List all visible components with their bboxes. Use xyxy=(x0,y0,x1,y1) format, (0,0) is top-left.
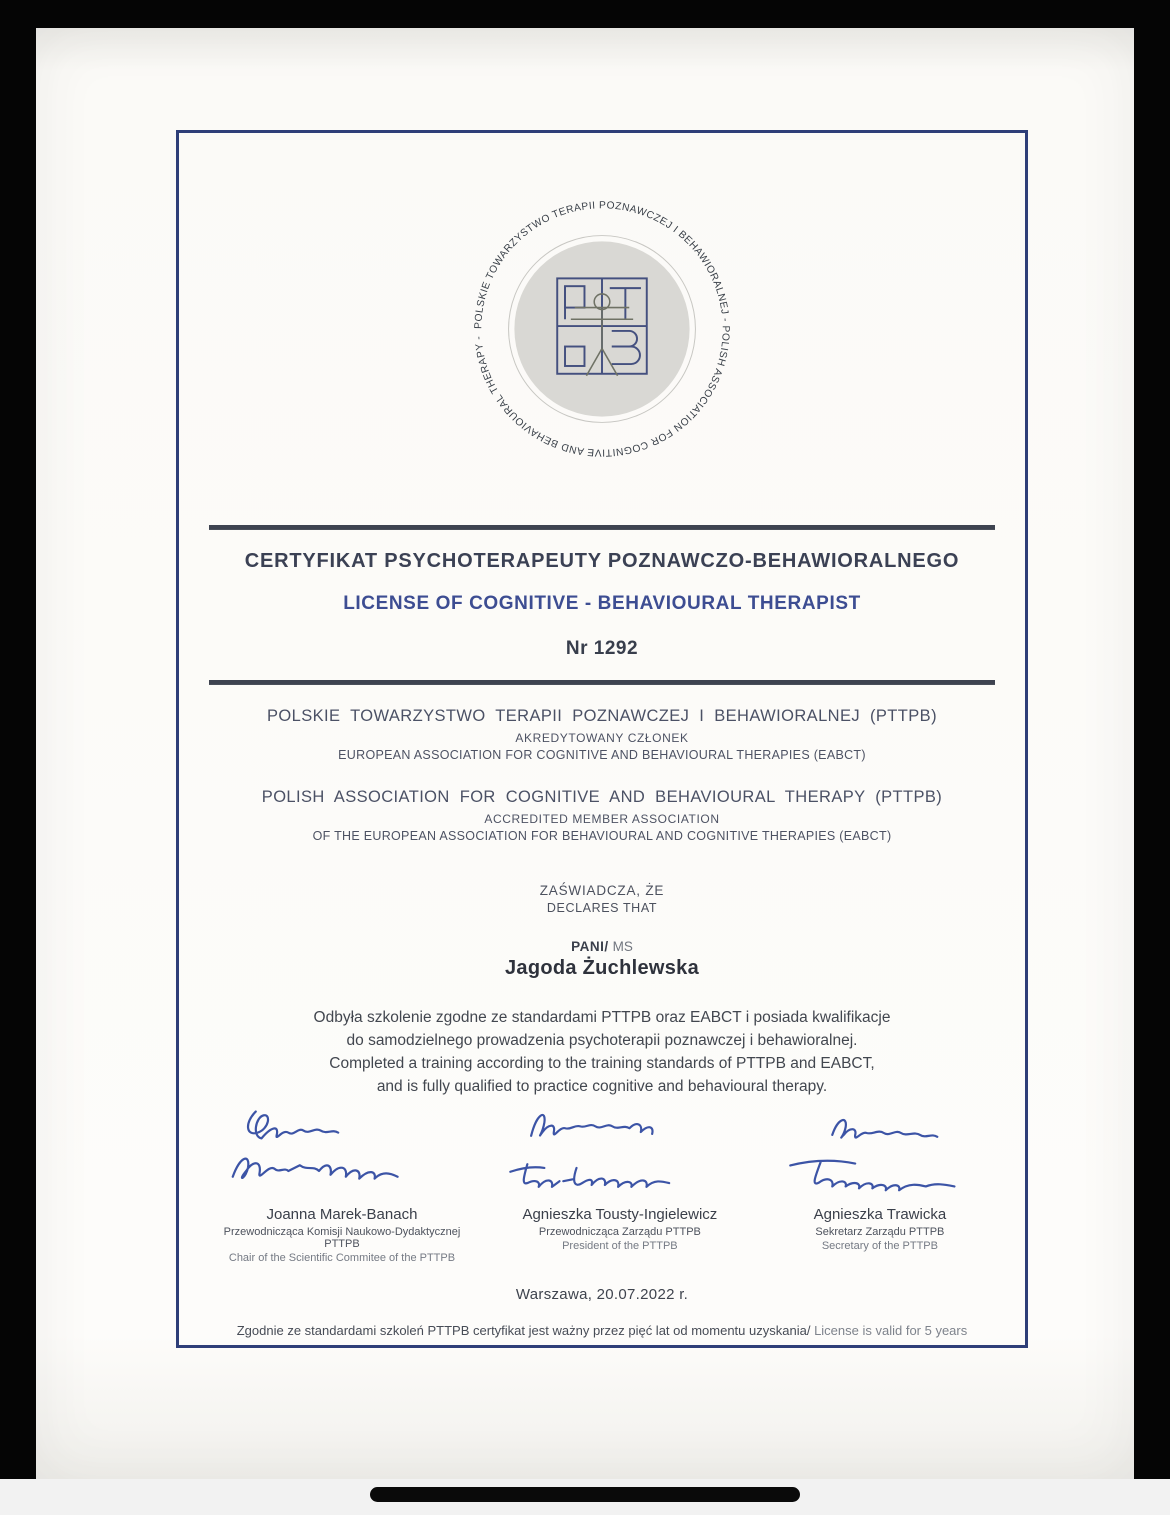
certificate-border-frame xyxy=(176,130,1028,1348)
signature-agnieszka-trawicka xyxy=(763,1114,997,1202)
issuing-association-block xyxy=(179,707,1025,843)
validity-text-pl: Zgodnie ze standardami szkoleń PTTPB certyfikat jest ważny przez pięć lat od momentu uzyskania/ xyxy=(236,1323,811,1338)
declares-text-pl: ZAŚWIADCZA, ŻE xyxy=(539,883,665,898)
declaration-heading xyxy=(179,883,1025,915)
certificate-title-pl: CERTYFIKAT PSYCHOTERAPEUTY POZNAWCZO-BEHAWIORALNEGO xyxy=(244,550,960,572)
signatory-role-pl: Sekretarz Zarządu PTTPB xyxy=(815,1226,945,1238)
signature-ink-icon xyxy=(495,1098,745,1202)
signatory-role-pl: Przewodnicząca Komisji Naukowo-Dydaktycznej PTTPB xyxy=(223,1226,461,1250)
certificate-photo xyxy=(36,28,1134,1479)
signatory-role-en: Chair of the Scientific Commitee of the PTTPB xyxy=(228,1252,456,1264)
association-member-pl: AKREDYTOWANY CZŁONEK xyxy=(515,731,689,745)
association-eabct-pl: EUROPEAN ASSOCIATION FOR COGNITIVE AND BEHAVIOURAL THERAPIES (EABCT) xyxy=(338,748,866,762)
salutation-pl: PANI/ xyxy=(571,939,609,954)
salutation-en: MS xyxy=(612,939,633,954)
signatory-role-pl: Przewodnicząca Zarządu PTTPB xyxy=(538,1226,701,1238)
signatory-name: Joanna Marek-Banach xyxy=(266,1206,418,1223)
signatory-block-2 xyxy=(477,1114,763,1264)
bottom-bar xyxy=(0,1479,1170,1515)
salutation-line xyxy=(179,939,1025,954)
signatures-row xyxy=(207,1114,997,1264)
signatory-block-1 xyxy=(207,1114,477,1264)
association-eabct-en: OF THE EUROPEAN ASSOCIATION FOR BEHAVIOURAL AND COGNITIVE THERAPIES (EABCT) xyxy=(312,829,892,843)
signature-ink-icon xyxy=(775,1106,985,1202)
signatory-role-en: Secretary of the PTTPB xyxy=(821,1240,938,1252)
body-line-en-1: Completed a training according to the training standards of PTTPB and EABCT, xyxy=(329,1055,875,1072)
validity-text-en: License is valid for 5 years xyxy=(814,1323,968,1338)
certificate-number: Nr 1292 xyxy=(565,638,639,659)
certificate-title-en: LICENSE OF COGNITIVE - BEHAVIOURAL THERAPIST xyxy=(343,593,861,614)
signature-joanna-marek-banach xyxy=(207,1114,477,1202)
declaration-body xyxy=(179,1006,1025,1098)
divider-middle xyxy=(209,680,995,685)
association-name-pl: POLSKIE TOWARZYSTWO TERAPII POZNAWCZEJ I BEHAWIORALNEJ (PTTPB) xyxy=(267,707,937,725)
signature-ink-icon xyxy=(227,1092,457,1202)
home-indicator[interactable] xyxy=(370,1487,800,1502)
signatory-name: Agnieszka Tousty-Ingielewicz xyxy=(522,1206,718,1223)
signatory-block-3 xyxy=(763,1114,997,1264)
seal-ring-text: POLSKIE TOWARZYSTWO TERAPII POZNAWCZEJ I BEHAWIORALNEJ - POLISH ASSOCIATION FOR COGNITIVE AND BEHAVIOURAL THERAPY - xyxy=(473,200,731,458)
association-member-en: ACCREDITED MEMBER ASSOCIATION xyxy=(484,812,720,826)
pttpb-logo xyxy=(456,183,748,475)
signature-agnieszka-tousty-ingielewicz xyxy=(477,1114,763,1202)
signatory-role-en: President of the PTTPB xyxy=(562,1240,678,1252)
certificate-holder-name: Jagoda Żuchlewska xyxy=(504,957,700,979)
date-and-place: Warszawa, 20.07.2022 r. xyxy=(515,1286,689,1303)
declares-text-en: DECLARES THAT xyxy=(546,901,658,915)
body-line-pl-2: do samodzielnego prowadzenia psychoterapii poznawczej i behawioralnej. xyxy=(346,1032,858,1049)
signatory-name: Agnieszka Trawicka xyxy=(813,1206,947,1223)
body-line-en-2: and is fully qualified to practice cognitive and behavioural therapy. xyxy=(376,1078,828,1095)
association-name-en: POLISH ASSOCIATION FOR COGNITIVE AND BEHAVIOURAL THERAPY (PTTPB) xyxy=(261,788,943,806)
pttpb-seal-svg xyxy=(456,183,748,475)
divider-top xyxy=(209,525,995,530)
body-line-pl-1: Odbyła szkolenie zgodne ze standardami PTTPB oraz EABCT i posiada kwalifikacje xyxy=(313,1009,891,1026)
validity-note xyxy=(179,1323,1025,1338)
